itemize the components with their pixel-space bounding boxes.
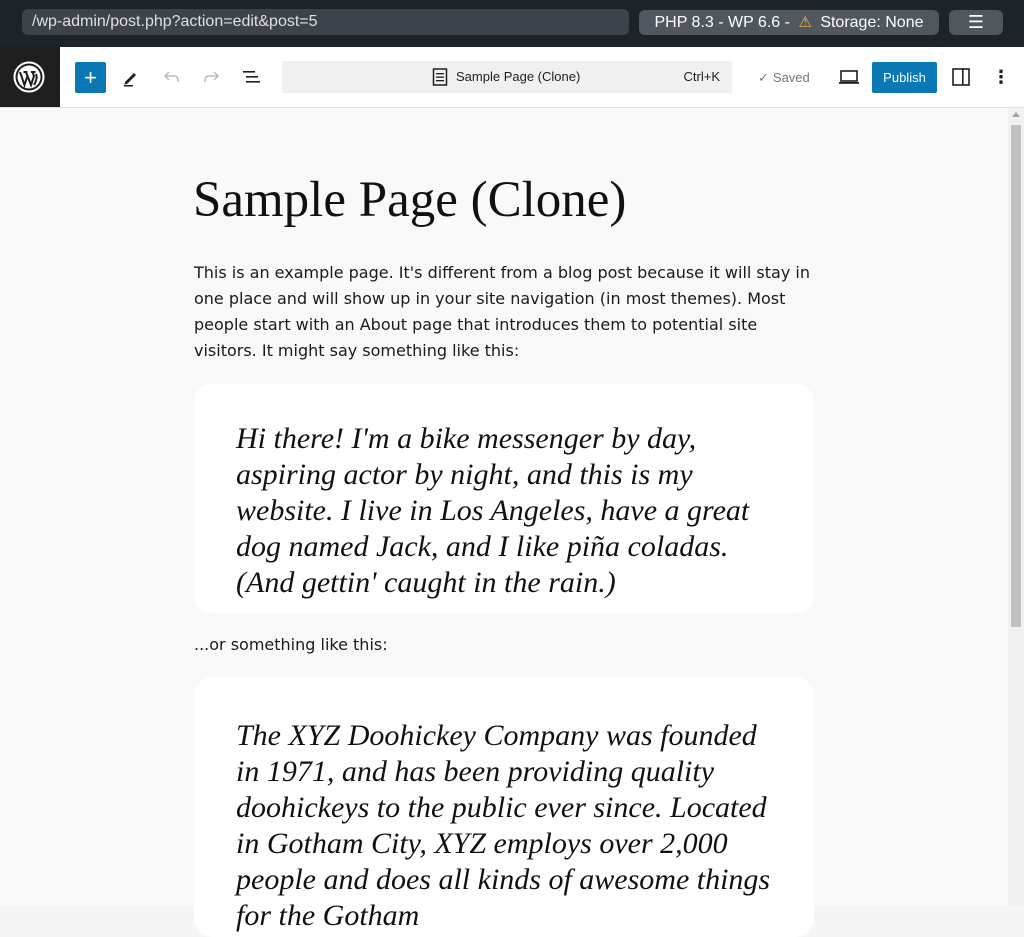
- canvas-scrollbar[interactable]: [1008, 108, 1024, 906]
- playground-bar: [0, 0, 1024, 47]
- storage-label: Storage: None: [820, 14, 924, 31]
- plus-icon: +: [84, 65, 97, 90]
- env-info-label: PHP 8.3 - WP 6.6 -: [654, 14, 790, 31]
- settings-button[interactable]: [951, 67, 971, 92]
- post-title[interactable]: Sample Page (Clone): [193, 172, 627, 228]
- hamburger-menu-button[interactable]: [949, 10, 1003, 35]
- quote-text: The XYZ Doohickey Company was founded in 1971, and has been providing quality doohickeys to the public ever since. Located in Gotham City, XYZ employs over 2,000 people and does all kinds of awesome things for the Gotham: [236, 719, 771, 932]
- redo-icon: [199, 65, 223, 89]
- add-block-button[interactable]: [75, 62, 106, 93]
- hamburger-icon: ☰: [967, 12, 985, 32]
- scrollbar-thumb[interactable]: [1011, 125, 1021, 627]
- quote-block[interactable]: [194, 384, 814, 613]
- warning-icon: ⚠: [798, 14, 812, 31]
- check-icon: ✓: [758, 70, 769, 85]
- tools-button[interactable]: [119, 65, 143, 89]
- wordpress-logo-icon: [13, 61, 45, 93]
- saved-status: [758, 70, 810, 86]
- keyboard-shortcut: Ctrl+K: [683, 69, 720, 84]
- document-overview-button[interactable]: [240, 65, 264, 89]
- desktop-icon: [838, 67, 860, 87]
- url-bar[interactable]: /wp-admin/post.php?action=edit&post=5: [22, 9, 629, 35]
- pen-icon: [119, 65, 143, 89]
- document-overview-icon: [240, 65, 264, 89]
- command-palette-bar[interactable]: [282, 61, 732, 93]
- environment-info-button[interactable]: [639, 10, 939, 35]
- quote-block[interactable]: [194, 677, 814, 937]
- wordpress-logo-button[interactable]: [0, 47, 60, 107]
- bridge-paragraph[interactable]: ...or something like this:: [194, 635, 388, 654]
- more-vertical-icon: ⋮: [992, 67, 1010, 87]
- saved-label: Saved: [772, 70, 810, 85]
- options-button[interactable]: [992, 65, 1010, 89]
- sidebar-icon: [951, 67, 971, 87]
- redo-button[interactable]: [199, 65, 223, 89]
- editor-canvas: [0, 108, 1008, 932]
- scroll-up-arrow-icon[interactable]: [1012, 112, 1020, 117]
- undo-button[interactable]: [160, 65, 184, 89]
- editor-header: [0, 47, 1024, 108]
- quote-text: Hi there! I'm a bike messenger by day, aspiring actor by night, and this is my website. I live in Los Angeles, have a great dog named Jack, and I like piña coladas. (And gettin' caught in the rain.): [236, 422, 750, 599]
- page-icon: [432, 68, 448, 86]
- intro-paragraph[interactable]: This is an example page. It's different from a blog post because it will stay in one place and will show up in your site navigation (in most themes). Most people start with an About page that introduces them to potential site visitors. It might say something like this:: [194, 263, 810, 360]
- document-title: Sample Page (Clone): [456, 69, 581, 84]
- publish-button[interactable]: Publish: [872, 62, 937, 93]
- preview-button[interactable]: [838, 67, 860, 92]
- undo-icon: [160, 65, 184, 89]
